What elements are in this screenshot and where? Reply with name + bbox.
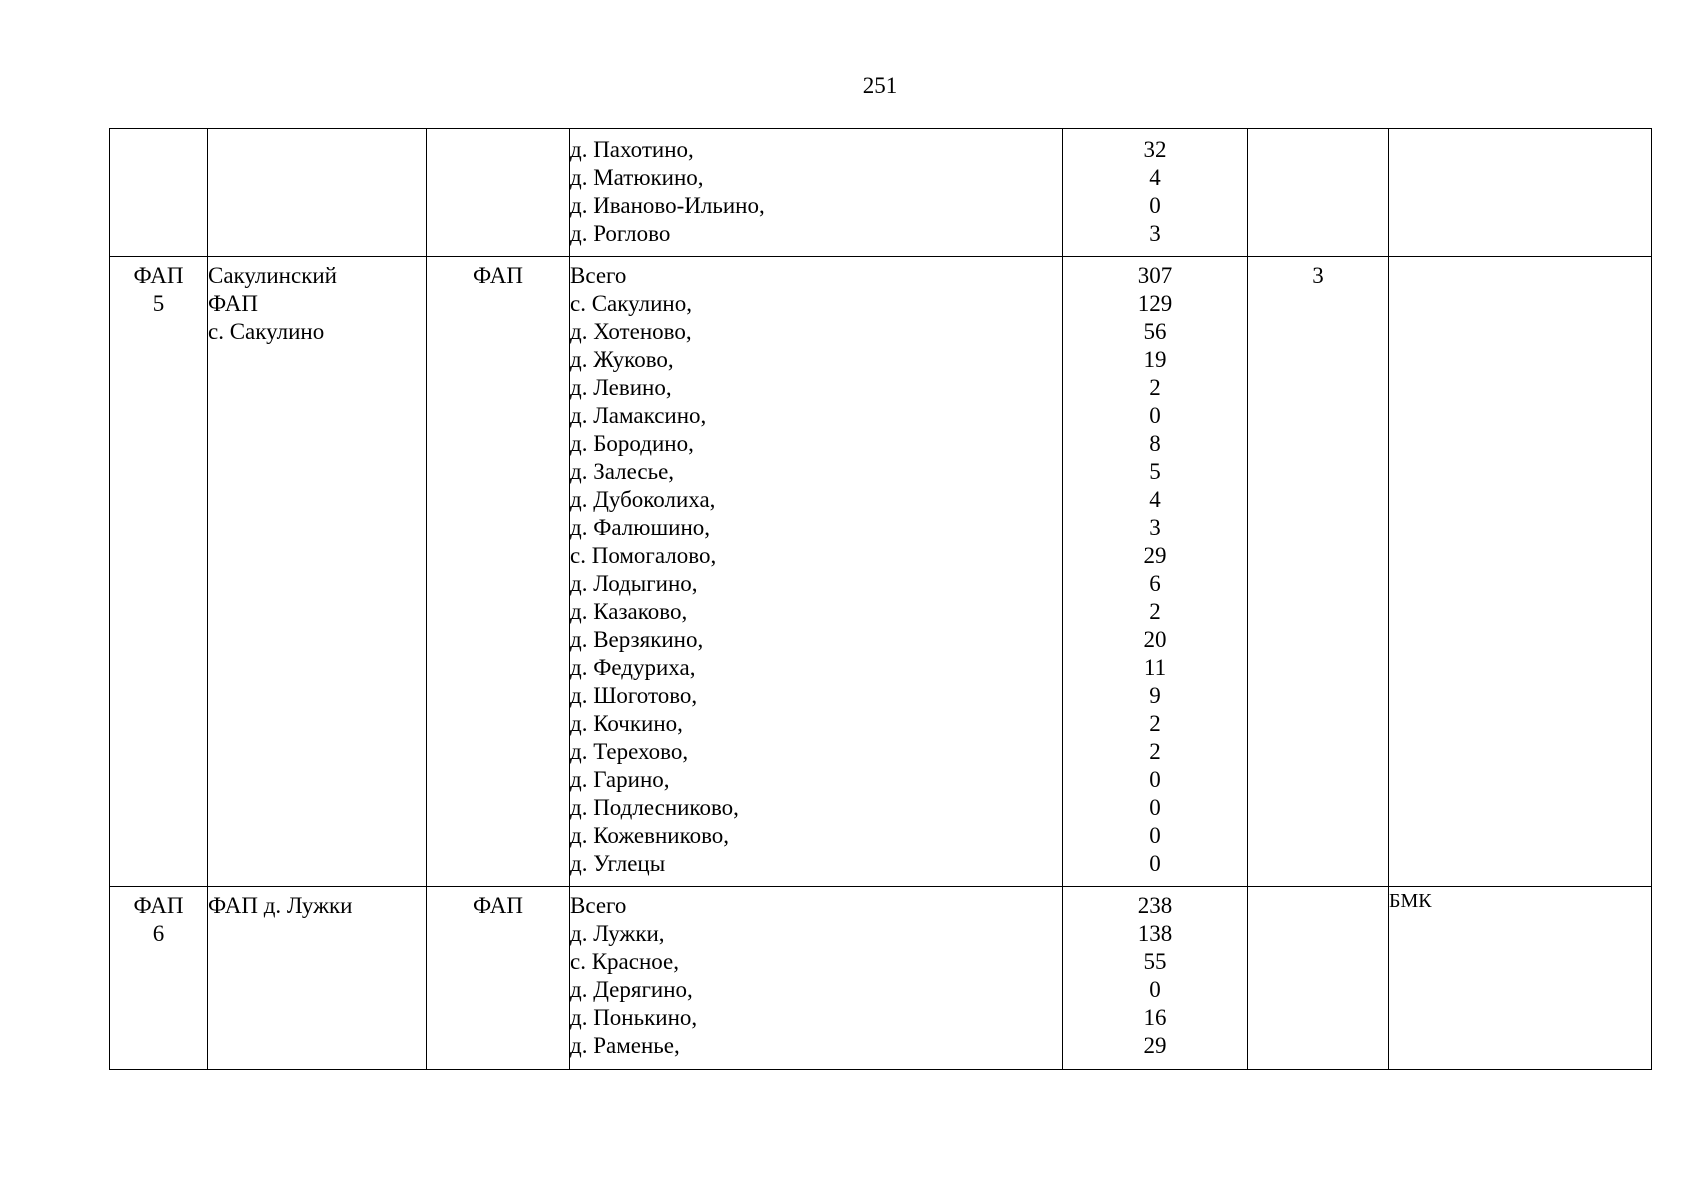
cell-line: 0 xyxy=(1149,767,1161,792)
cell-line: 0 xyxy=(1149,403,1161,428)
cell-line: 0 xyxy=(1149,977,1161,1002)
cell-line: 19 xyxy=(1143,347,1167,372)
staff-text: 3 xyxy=(1312,263,1324,288)
cell-number xyxy=(110,257,208,887)
cell-line: с. Сакулино xyxy=(208,319,325,344)
cell-settlements xyxy=(570,257,1063,887)
cell-line: 2 xyxy=(1149,599,1161,624)
cell-line: д. Дубоколиха, xyxy=(570,487,716,512)
cell-line: д. Матюкино, xyxy=(570,165,704,190)
cell-line: 16 xyxy=(1143,1005,1167,1030)
cell-line: 4 xyxy=(1149,487,1161,512)
cell-line: д. Дерягино, xyxy=(570,977,693,1002)
table-row xyxy=(110,129,1652,257)
cell-line: Всего xyxy=(570,893,627,918)
cell-line: 8 xyxy=(1149,431,1161,456)
cell-line: ФАП xyxy=(133,263,184,288)
cell-staff xyxy=(1248,257,1389,887)
cell-line: 32 xyxy=(1143,137,1167,162)
cell-line: д. Подлесниково, xyxy=(570,795,739,820)
cell-line: д. Федуриха, xyxy=(570,655,696,680)
cell-line: 5 xyxy=(152,291,165,316)
cell-line: д. Залесье, xyxy=(570,459,675,484)
cell-settlements xyxy=(570,887,1063,1070)
table-row xyxy=(110,887,1652,1070)
cell-line: 0 xyxy=(1149,795,1161,820)
facility-type-text: ФАП xyxy=(473,893,523,918)
cell-facility-name xyxy=(208,257,427,887)
cell-line: с. Сакулино, xyxy=(570,291,692,316)
cell-note xyxy=(1389,129,1652,257)
cell-line: д. Гарино, xyxy=(570,767,670,792)
cell-line: д. Ламаксино, xyxy=(570,403,707,428)
cell-facility-type xyxy=(427,129,570,257)
cell-line: 129 xyxy=(1137,291,1173,316)
cell-line: 29 xyxy=(1143,543,1167,568)
cell-line: 3 xyxy=(1149,221,1161,246)
cell-line: 55 xyxy=(1143,949,1167,974)
cell-line: д. Хотеново, xyxy=(570,319,692,344)
cell-line: 9 xyxy=(1149,683,1161,708)
cell-line: 307 xyxy=(1137,263,1173,288)
cell-line: д. Терехово, xyxy=(570,739,689,764)
cell-line: д. Раменье, xyxy=(570,1033,680,1058)
cell-line: ФАП xyxy=(133,893,184,918)
cell-facility-name xyxy=(208,129,427,257)
cell-line: д. Фалюшино, xyxy=(570,515,711,540)
cell-line: д. Лодыгино, xyxy=(570,571,698,596)
cell-facility-name xyxy=(208,887,427,1070)
cell-line: 56 xyxy=(1143,319,1167,344)
cell-line: 6 xyxy=(1149,571,1161,596)
cell-line: 0 xyxy=(1149,823,1161,848)
facility-type-text: ФАП xyxy=(473,263,523,288)
facility-table xyxy=(109,128,1652,1070)
cell-population xyxy=(1063,887,1248,1070)
cell-facility-type xyxy=(427,257,570,887)
cell-line: д. Левино, xyxy=(570,375,672,400)
cell-line: д. Верзякино, xyxy=(570,627,704,652)
cell-line: 20 xyxy=(1143,627,1167,652)
cell-population xyxy=(1063,257,1248,887)
cell-line: Всего xyxy=(570,263,627,288)
cell-line: ФАП xyxy=(208,291,258,316)
cell-line: 238 xyxy=(1137,893,1173,918)
cell-line: 11 xyxy=(1143,655,1167,680)
cell-line: Сакулинский xyxy=(208,263,337,288)
cell-note xyxy=(1389,887,1652,1070)
cell-line: с. Красное, xyxy=(570,949,680,974)
cell-line: 0 xyxy=(1149,193,1161,218)
cell-line: 2 xyxy=(1149,711,1161,736)
cell-line: д. Шоготово, xyxy=(570,683,698,708)
cell-line: д. Понькино, xyxy=(570,1005,698,1030)
page-number: 251 xyxy=(862,73,898,98)
cell-line: 5 xyxy=(1149,459,1161,484)
cell-line: 4 xyxy=(1149,165,1161,190)
cell-line: 2 xyxy=(1149,739,1161,764)
cell-staff xyxy=(1248,129,1389,257)
cell-line: 29 xyxy=(1143,1033,1167,1058)
table-row xyxy=(110,257,1652,887)
cell-line: д. Иваново-Ильино, xyxy=(570,193,765,218)
cell-line: д. Углецы xyxy=(570,851,666,876)
cell-facility-type xyxy=(427,887,570,1070)
cell-line: 3 xyxy=(1149,515,1161,540)
cell-line: 0 xyxy=(1149,851,1161,876)
cell-line: д. Роглово xyxy=(570,221,671,246)
cell-line: с. Помогалово, xyxy=(570,543,717,568)
cell-settlements xyxy=(570,129,1063,257)
cell-note xyxy=(1389,257,1652,887)
cell-number xyxy=(110,887,208,1070)
cell-line: д. Пахотино, xyxy=(570,137,694,162)
cell-line: д. Казаково, xyxy=(570,599,688,624)
cell-line: д. Жуково, xyxy=(570,347,674,372)
note-text: БМК xyxy=(1389,890,1432,912)
cell-line: ФАП д. Лужки xyxy=(208,893,353,918)
cell-line: д. Лужки, xyxy=(570,921,665,946)
cell-line: 138 xyxy=(1137,921,1173,946)
cell-line: д. Кочкино, xyxy=(570,711,683,736)
cell-staff xyxy=(1248,887,1389,1070)
cell-number xyxy=(110,129,208,257)
cell-line: д. Бородино, xyxy=(570,431,694,456)
cell-line: 6 xyxy=(152,921,165,946)
cell-line: 2 xyxy=(1149,375,1161,400)
cell-population xyxy=(1063,129,1248,257)
cell-line: д. Кожевниково, xyxy=(570,823,730,848)
